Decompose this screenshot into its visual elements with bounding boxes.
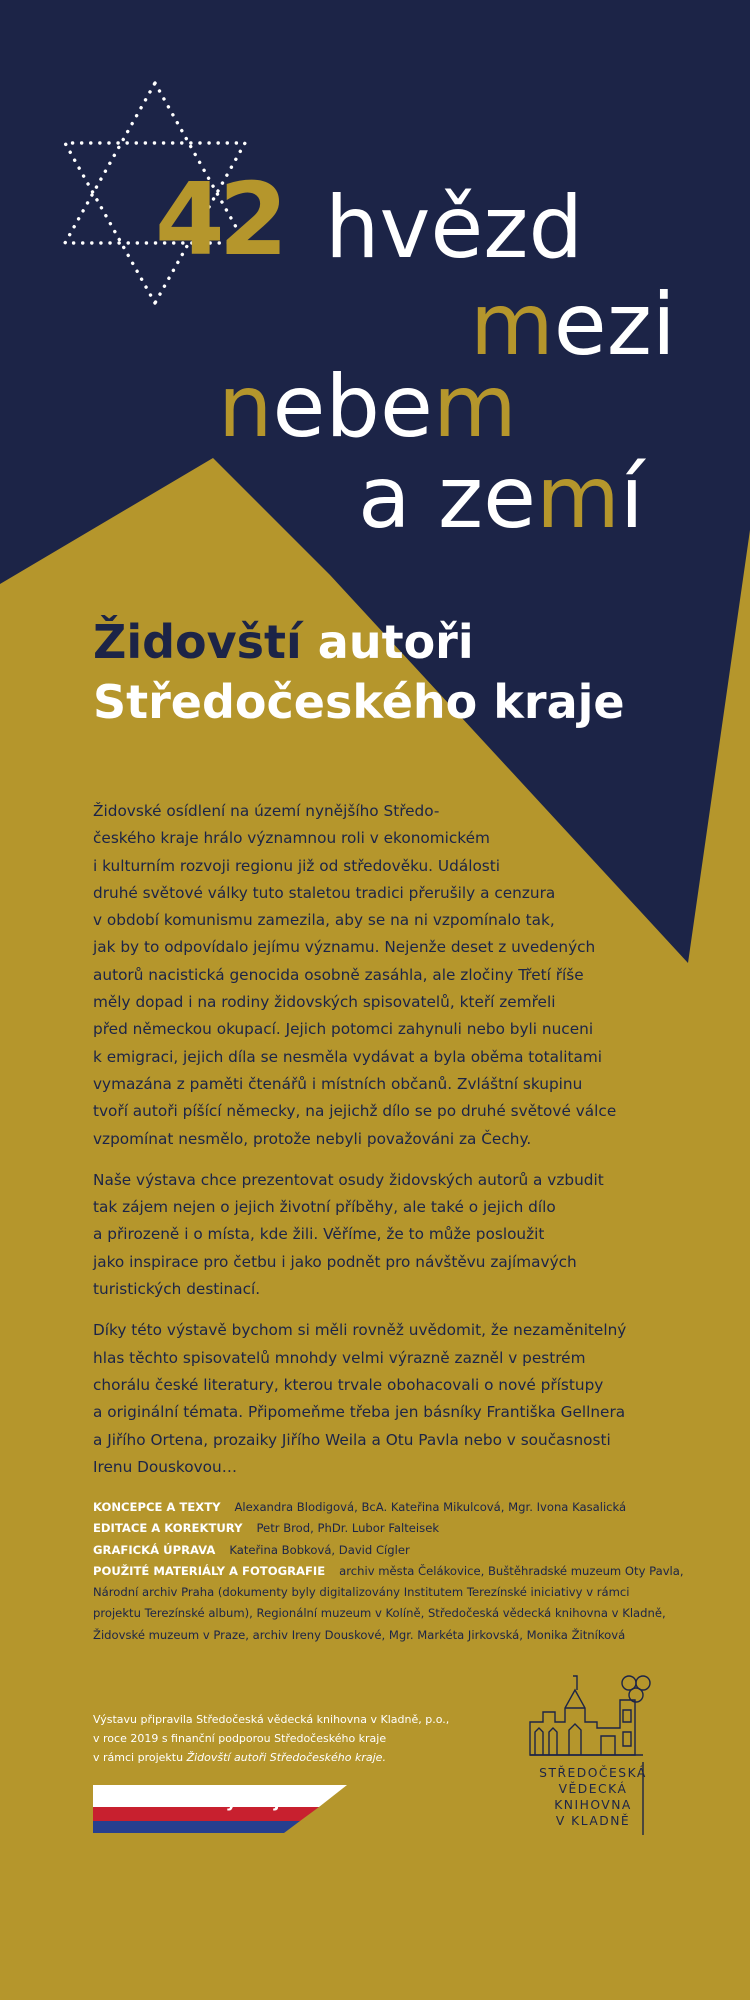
body-line: k emigraci, jejich díla se nesměla vydávat a byla oběma totalitami xyxy=(93,1047,603,1066)
credit-materials-line: projektu Terezínské album), Regionální muzeum v Kolíně, Středočeská vědecká knihovna v Kladně, xyxy=(93,1606,666,1621)
subtitle-line-2: Středočeského kraje xyxy=(93,675,625,729)
body-line: českého kraje hrálo významnou roli v ekonomickém xyxy=(93,829,490,848)
title-gold-letter: m xyxy=(470,275,554,375)
body-text xyxy=(93,798,653,1495)
credit-value: Petr Brod, PhDr. Lubor Falteisek xyxy=(256,1521,440,1536)
body-paragraph xyxy=(93,1317,653,1481)
subtitle-word-autori: autoři xyxy=(301,615,474,669)
subtitle-line-1 xyxy=(93,612,625,672)
body-line: i kulturním rozvoji regionu již od středověku. Události xyxy=(93,856,501,875)
body-line: a originální témata. Připomeňme třeba jen básníky Františka Gellnera xyxy=(93,1403,626,1422)
organizer-line xyxy=(93,1748,449,1767)
body-line: a Jiřího Ortena, prozaiky Jiřího Weila a Otu Pavla nebo v současnosti xyxy=(93,1430,611,1449)
organizer-line: Výstavu připravila Středočeská vědecká knihovna v Kladně, p.o., xyxy=(93,1713,450,1726)
title-word-part: ebe xyxy=(272,357,433,457)
body-line: tvoří autoři píšící německy, na jejichž dílo se po druhé světové válce xyxy=(93,1102,617,1121)
library-name-line: KNIHOVNA xyxy=(554,1798,632,1812)
credit-materials-line: Národní archiv Praha (dokumenty byly digitalizovány Institutem Terezínské iniciativy v rámci xyxy=(93,1585,630,1600)
body-paragraph xyxy=(93,1167,653,1303)
credit-label: EDITACE A KOREKTURY xyxy=(93,1521,243,1536)
credit-label: KONCEPCE A TEXTY xyxy=(93,1500,221,1514)
subtitle-word-zidovsti: Židovští xyxy=(93,615,302,669)
body-line: před německou okupací. Jejich potomci zahynuli nebo byli nuceni xyxy=(93,1020,594,1039)
poster-subtitle xyxy=(93,612,625,732)
library-name-line: VĚDECKÁ xyxy=(558,1782,628,1796)
body-line: tak zájem nejen o jejich životní příběhy, ale také o jejich dílo xyxy=(93,1198,556,1217)
credit-value: Alexandra Blodigová, BcA. Kateřina Mikulcová, Mgr. Ivona Kasalická xyxy=(234,1500,627,1514)
credit-label: POUŽITÉ MATERIÁLY A FOTOGRAFIE xyxy=(93,1563,326,1578)
title-number-42: 42 xyxy=(155,161,283,278)
credits-block xyxy=(93,1497,703,1646)
body-paragraph xyxy=(93,798,653,1153)
title-word-a-zemi xyxy=(358,448,644,548)
body-line: Naše výstava chce prezentovat osudy židovských autorů a vzbudit xyxy=(93,1170,604,1189)
body-line: měly dopad i na rodiny židovských spisovatelů, kteří zemřeli xyxy=(93,993,556,1012)
organizer-project-name: Židovští autoři Středočeského kraje. xyxy=(186,1751,386,1764)
credit-graphic xyxy=(93,1540,703,1561)
title-word-part: í xyxy=(619,448,644,548)
credit-materials xyxy=(93,1561,703,1582)
title-word-nebem xyxy=(218,357,517,457)
title-gold-letter: m xyxy=(536,448,620,548)
body-line: v období komunismu zamezila, aby se na ni vzpomínalo tak, xyxy=(93,911,555,930)
library-name xyxy=(526,1765,660,1829)
credit-concept xyxy=(93,1497,703,1518)
organizer-line: v roce 2019 s finanční podporou Středočeského kraje xyxy=(93,1732,387,1745)
organizer-note xyxy=(93,1710,449,1767)
body-line: vymazána z paměti čtenářů i místních občanů. Zvláštní skupinu xyxy=(93,1074,583,1093)
library-name-line: V KLADNĚ xyxy=(555,1814,631,1828)
body-line: hlas těchto spisovatelů mnohdy velmi výrazně zazněl v pestrém xyxy=(93,1348,586,1367)
body-line: jak by to odpovídalo jejímu významu. Nejenže deset z uvedených xyxy=(93,938,596,957)
credit-editing xyxy=(93,1518,703,1539)
credit-value: archiv města Čelákovice, Buštěhradské muzeum Oty Pavla, xyxy=(339,1563,684,1578)
title-word-part: a ze xyxy=(358,448,537,548)
region-badge xyxy=(93,1785,348,1833)
title-word-hvezd: hvězd xyxy=(325,178,584,278)
body-line: chorálu české literatury, kterou trvale obohacovali o nové přístupy xyxy=(93,1375,604,1394)
body-line: jako inspirace pro četbu i jako podnět pro návštěvu zajímavých xyxy=(93,1252,577,1271)
organizer-prefix: v rámci projektu xyxy=(93,1751,187,1764)
credit-value: Kateřina Bobková, David Cígler xyxy=(229,1542,410,1557)
body-line: Díky této výstavě bychom si měli rovněž uvědomit, že nezaměnitelný xyxy=(93,1321,627,1340)
title-word-part: ezi xyxy=(553,275,676,375)
credit-materials-line: Židovské muzeum v Praze, archiv Ireny Douskové, Mgr. Markéta Jirkovská, Monika Žitníková xyxy=(93,1627,626,1642)
title-gold-letter: m xyxy=(432,357,517,457)
body-line: turistických destinací. xyxy=(93,1280,261,1299)
title-word-mezi xyxy=(470,275,676,375)
library-name-line: STŘEDOČESKÁ xyxy=(539,1766,647,1780)
body-line: vzpomínat nesmělo, protože nebyli považováni za Čechy. xyxy=(93,1129,532,1148)
body-line: Irenu Douskovou… xyxy=(93,1457,238,1476)
region-badge-label: Středočeský kraj xyxy=(118,1792,280,1812)
body-line: druhé světové války tuto staletou tradici přerušily a cenzura xyxy=(93,883,556,902)
title-gold-letter: n xyxy=(218,357,273,457)
body-line: autorů nacistická genocida osobně zasáhla, ale zločiny Třetí říše xyxy=(93,965,584,984)
body-line: Židovské osídlení na území nynějšího Středo- xyxy=(93,802,440,820)
body-line: a přirozeně i o místa, kde žili. Věříme, že to může posloužit xyxy=(93,1225,545,1244)
credit-label: GRAFICKÁ ÚPRAVA xyxy=(93,1542,216,1557)
